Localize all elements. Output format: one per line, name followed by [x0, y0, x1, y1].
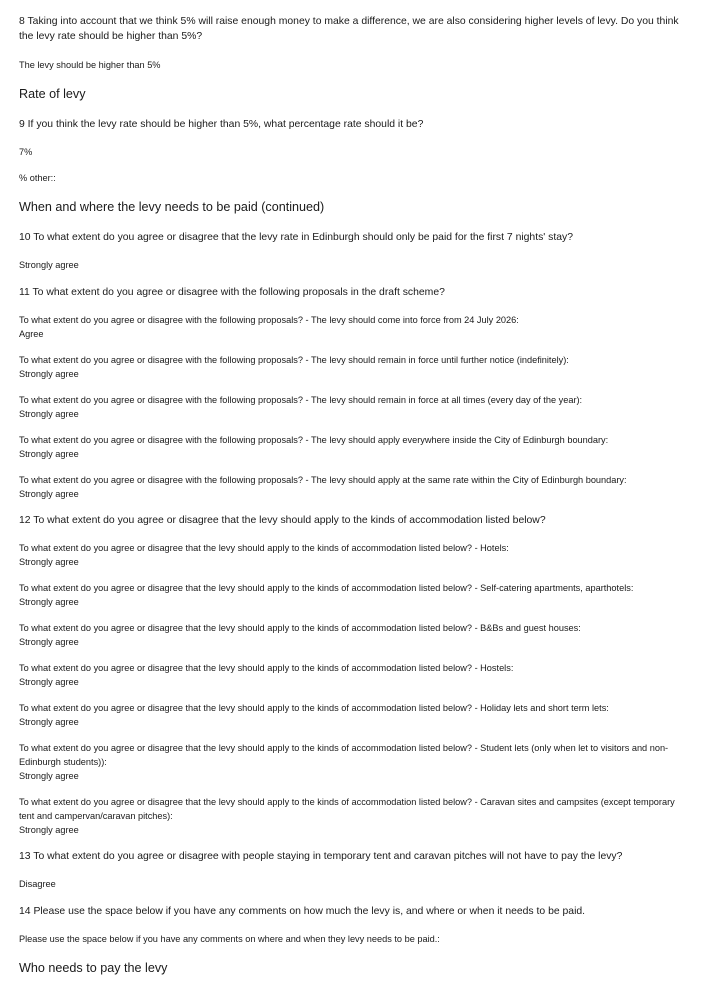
q8-question: 8 Taking into account that we think 5% will raise enough money to make a difference, we are also considering higher levels of levy. Do you think the levy rate should be higher than 5%?	[19, 16, 679, 42]
q11-item	[19, 433, 689, 461]
q13-answer: Disagree	[19, 879, 56, 889]
q12-item-label: To what extent do you agree or disagree that the levy should apply to the kinds of accommodation listed below? - B&Bs and guest houses:	[19, 623, 581, 633]
q12-item-answer: Strongly agree	[19, 717, 79, 727]
q12-item	[19, 795, 689, 837]
q12-item-answer: Strongly agree	[19, 771, 79, 781]
q14-question: 14 Please use the space below if you have any comments on how much the levy is, and where or when it needs to be paid.	[19, 906, 586, 917]
q11-item-label: To what extent do you agree or disagree with the following proposals? - The levy should apply everywhere inside the City of Edinburgh boundary:	[19, 435, 609, 445]
q12-item-label: To what extent do you agree or disagree that the levy should apply to the kinds of accommodation listed below? - Student lets (only when let to visitors and non-Edinburgh students)):	[19, 743, 669, 767]
q14-answer: Please use the space below if you have any comments on where and when they levy needs to be paid.:	[19, 934, 440, 944]
q12-item-answer: Strongly agree	[19, 637, 79, 647]
q11-item-label: To what extent do you agree or disagree with the following proposals? - The levy should come into force from 24 July 2026:	[19, 315, 519, 325]
q11-item-label: To what extent do you agree or disagree with the following proposals? - The levy should apply at the same rate within the City of Edinburgh boundary:	[19, 475, 627, 485]
q11-item	[19, 353, 689, 381]
q13-question: 13 To what extent do you agree or disagree with people staying in temporary tent and caravan pitches will not have to pay the levy?	[19, 851, 623, 862]
q11-item-answer: Strongly agree	[19, 369, 79, 379]
section-heading-rate: Rate of levy	[19, 87, 86, 101]
q9-other-label: % other::	[19, 173, 56, 183]
q9-answer: 7%	[19, 147, 33, 157]
q11-item	[19, 313, 689, 341]
q10-question: 10 To what extent do you agree or disagree that the levy rate in Edinburgh should only be paid for the first 7 nights' stay?	[19, 232, 573, 243]
q12-item	[19, 541, 689, 569]
q11-item	[19, 473, 689, 501]
q12-item-label: To what extent do you agree or disagree that the levy should apply to the kinds of accommodation listed below? - Hostels:	[19, 663, 514, 673]
q11-item	[19, 393, 689, 421]
q8-answer: The levy should be higher than 5%	[19, 60, 161, 70]
q12-item	[19, 621, 689, 649]
q12-item-answer: Strongly agree	[19, 597, 79, 607]
q11-item-label: To what extent do you agree or disagree with the following proposals? - The levy should remain in force at all times (every day of the year):	[19, 395, 583, 405]
q11-item-answer: Strongly agree	[19, 489, 79, 499]
q12-item-answer: Strongly agree	[19, 677, 79, 687]
q9-question: 9 If you think the levy rate should be higher than 5%, what percentage rate should it be?	[19, 119, 424, 130]
q12-item-label: To what extent do you agree or disagree that the levy should apply to the kinds of accommodation listed below? - Self-catering apartments, aparthotels:	[19, 583, 634, 593]
q12-item-label: To what extent do you agree or disagree that the levy should apply to the kinds of accommodation listed below? - Caravan sites and campsites (except temporary tent and campervan/caravan pitches):	[19, 797, 675, 821]
q12-item	[19, 661, 689, 689]
q11-question: 11 To what extent do you agree or disagree with the following proposals in the draft scheme?	[19, 287, 445, 298]
q10-answer: Strongly agree	[19, 260, 79, 270]
q11-item-answer: Strongly agree	[19, 409, 79, 419]
section-heading-who: Who needs to pay the levy	[19, 961, 168, 975]
q11-item-label: To what extent do you agree or disagree with the following proposals? - The levy should remain in force until further notice (indefinitely):	[19, 355, 569, 365]
section-heading-when-where: When and where the levy needs to be paid (continued)	[19, 200, 325, 214]
q11-item-answer: Strongly agree	[19, 449, 79, 459]
q12-item-answer: Strongly agree	[19, 825, 79, 835]
q11-item-answer: Agree	[19, 329, 44, 339]
q12-item-label: To what extent do you agree or disagree that the levy should apply to the kinds of accommodation listed below? - Hotels:	[19, 543, 509, 553]
q12-item	[19, 581, 689, 609]
q12-item	[19, 701, 689, 729]
q12-question: 12 To what extent do you agree or disagree that the levy should apply to the kinds of accommodation listed below?	[19, 515, 546, 526]
q12-item	[19, 741, 689, 783]
q12-item-answer: Strongly agree	[19, 557, 79, 567]
q12-item-label: To what extent do you agree or disagree that the levy should apply to the kinds of accommodation listed below? - Holiday lets and short term lets:	[19, 703, 609, 713]
